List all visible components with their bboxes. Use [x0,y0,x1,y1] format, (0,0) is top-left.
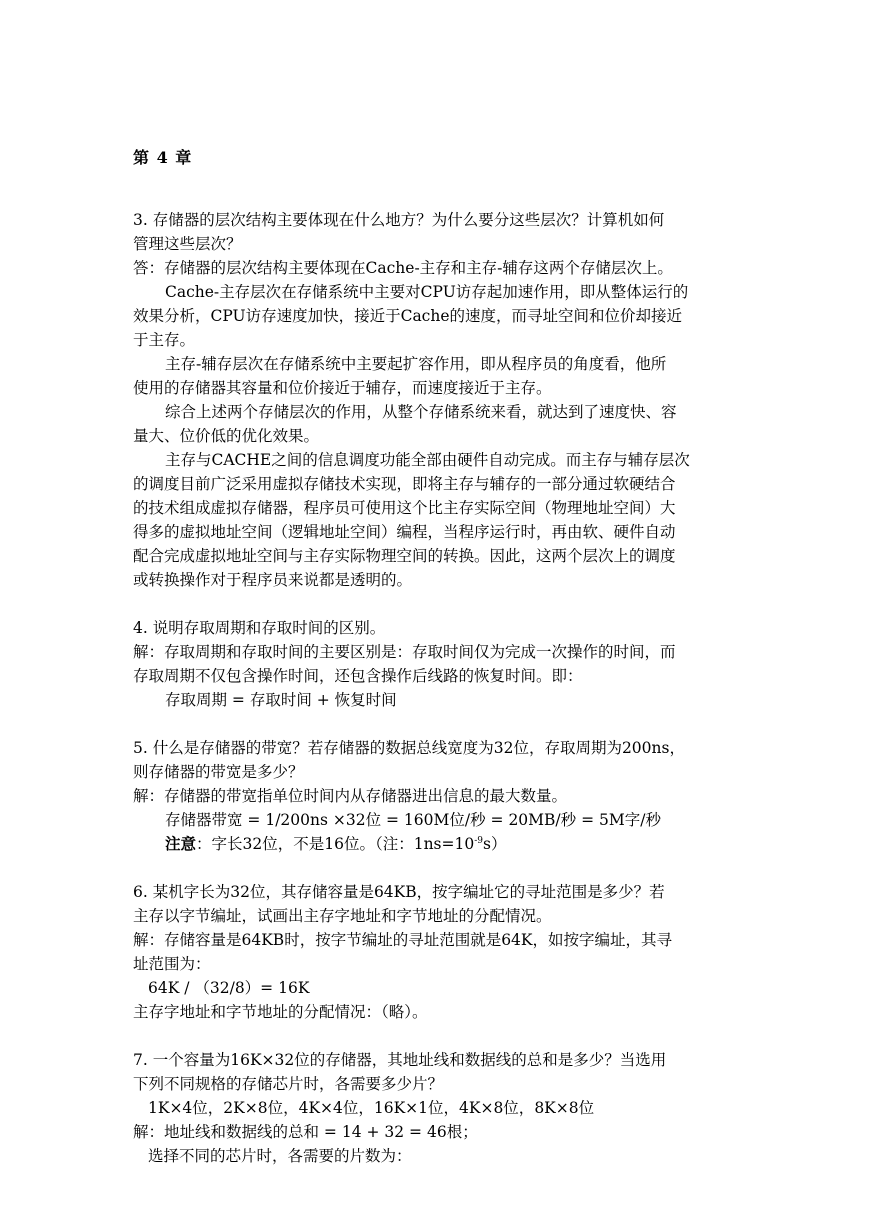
question-6-line-2: 主存以字节编址，试画出主存字地址和字节地址的分配情况。 [133,907,552,925]
answer-3-para2-line-1: 主存-辅存层次在存储系统中主要起扩容作用，即从程序员的角度看，他所 [165,355,667,373]
answer-4-line-2: 存取周期不仅包含操作时间，还包含操作后线路的恢复时间。即： [133,667,583,685]
answer-6-formula: 64K / （32/8）= 16K [148,979,310,997]
answer-3-para4-line-6: 或转换操作对于程序员来说都是透明的。 [133,571,413,589]
question-7-chip-list: 1K×4位，2K×8位，4K×4位，16K×1位，4K×8位，8K×8位 [148,1099,595,1117]
question-4-line-1: 4. 说明存取周期和存取时间的区别。 [133,619,386,637]
question-7-line-1: 7. 一个容量为16K×32位的存储器，其地址线和数据线的总和是多少？当选用 [133,1051,667,1069]
answer-3-para1-line-2: 效果分析，CPU访存速度加快，接近于Cache的速度，而寻址空间和位价却接近 [133,307,683,325]
answer-3-line-1: 答：存储器的层次结构主要体现在Cache-主存和主存-辅存这两个存储层次上。 [133,259,673,277]
note-text-end: s） [483,835,507,853]
answer-3-para1-line-3: 于主存。 [133,331,196,349]
answer-6-line-1: 解：存储容量是64KB时，按字节编址的寻址范围就是64K，如按字编址，其寻 [133,931,672,949]
question-7-line-2: 下列不同规格的存储芯片时，各需要多少片？ [133,1075,444,1093]
answer-6-line-3: 主存字地址和字节地址的分配情况：（略）。 [133,1003,428,1021]
answer-3-para3-line-2: 量大、位价低的优化效果。 [133,427,320,445]
answer-5-line-1: 解：存储器的带宽指单位时间内从存储器进出信息的最大数量。 [133,787,568,805]
answer-3-para4-line-3: 的技术组成虚拟存储器，程序员可使用这个比主存实际空间（物理地址空间）大 [133,499,676,517]
answer-3-para4-line-2: 的调度目前广泛采用虚拟存储技术实现，即将主存与辅存的一部分通过软硬结合 [133,475,676,493]
answer-4-line-1: 解：存取周期和存取时间的主要区别是：存取时间仅为完成一次操作的时间，而 [133,643,676,661]
question-3-line-2: 管理这些层次？ [133,235,242,253]
answer-5-formula: 存储器带宽 = 1/200ns ×32位 = 160M位/秒 = 20MB/秒 = 5M字/秒 [165,811,661,829]
answer-3-para1-line-1: Cache-主存层次在存储系统中主要对CPU访存起加速作用，即从整体运行的 [165,283,689,301]
question-5-line-1: 5. 什么是存储器的带宽？若存储器的数据总线宽度为32位，存取周期为200ns， [133,739,685,757]
answer-6-line-2: 址范围为： [133,955,211,973]
note-label: 注意 [165,834,197,853]
answer-4-formula: 存取周期 = 存取时间 + 恢复时间 [165,691,397,709]
note-text: ：字长32位，不是16位。（注：1ns=10 [196,835,475,853]
answer-7-line-2: 选择不同的芯片时，各需要的片数为： [148,1147,412,1165]
answer-7-line-1: 解：地址线和数据线的总和 = 14 + 32 = 46根； [133,1123,478,1141]
answer-3-para4-line-5: 配合完成虚拟地址空间与主存实际物理空间的转换。因此，这两个层次上的调度 [133,547,676,565]
question-3-line-1: 3. 存储器的层次结构主要体现在什么地方？为什么要分这些层次？计算机如何 [133,211,665,229]
note-exponent: -9 [474,835,484,846]
answer-3-para4-line-4: 得多的虚拟地址空间（逻辑地址空间）编程，当程序运行时，再由软、硬件自动 [133,523,676,541]
answer-3-para4-line-1: 主存与CACHE之间的信息调度功能全部由硬件自动完成。而主存与辅存层次 [165,451,690,469]
answer-3-para3-line-1: 综合上述两个存储层次的作用，从整个存储系统来看，就达到了速度快、容 [165,403,677,421]
question-6-line-1: 6. 某机字长为32位，其存储容量是64KB，按字编址它的寻址范围是多少？若 [133,883,665,901]
question-5-line-2: 则存储器的带宽是多少？ [133,763,304,781]
answer-5-note [165,832,506,856]
chapter-heading: 第 4 章 [133,148,193,167]
answer-3-para2-line-2: 使用的存储器其容量和位价接近于辅存，而速度接近于主存。 [133,379,552,397]
